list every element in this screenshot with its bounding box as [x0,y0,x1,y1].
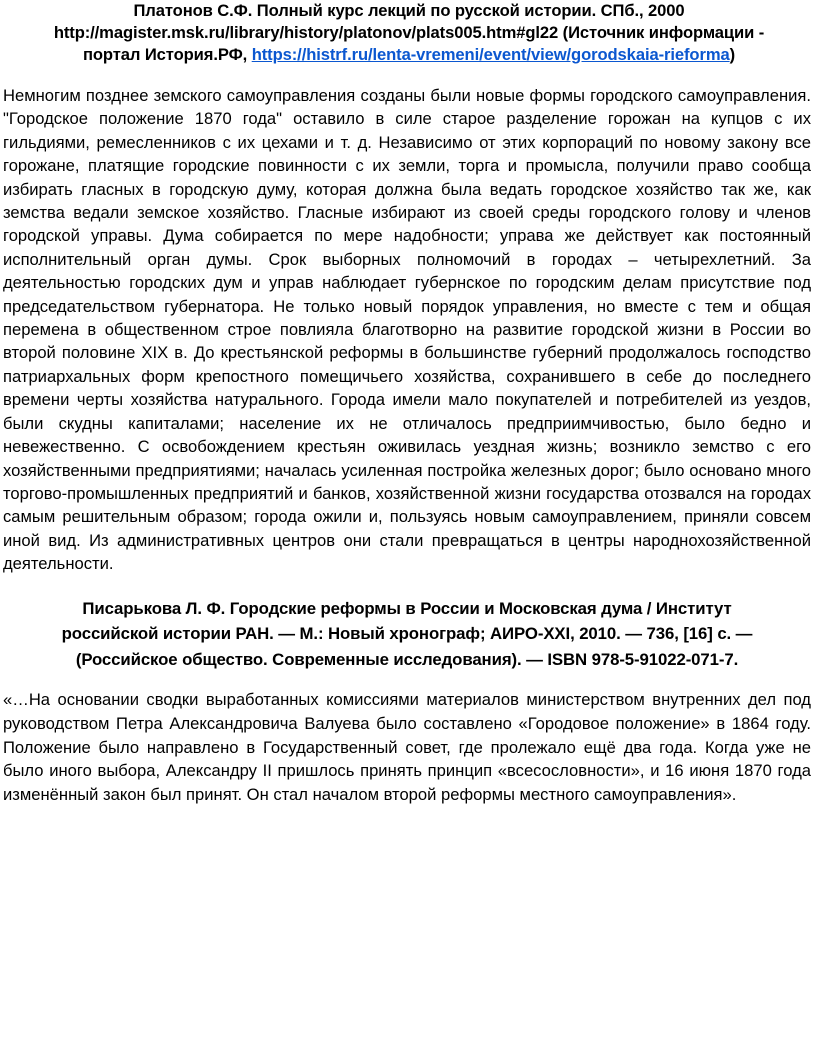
source-citation-portal-label: портал История.РФ, [82,45,252,64]
source-citation-line-3 [8,44,810,66]
source-citation-line-2: http://magister.msk.ru/library/history/platonov/plats005.htm#gl22 (Источник информации - [53,23,765,42]
pisarkova-citation-line-3: (Российское общество. Современные исследования). — ISBN 978-5-91022-071-7. [75,649,739,669]
source-citation-platonov [0,0,814,66]
platonov-paragraph: Немногим позднее земского самоуправления созданы были новые формы городского самоуправления. "Городское положение 1870 года" оставило в силе старое разделение горожан на купцов с их гильдиями, ремесленников с их цехами и т. д. Независимо от этих корпораций по новому закону все горожане, платящие городские повинности с их земли, торга и промысла, получили право сообща избирать гласных в городскую думу, которая должна была ведать городское хозяйство так же, как земства ведали земское хозяйство. Гласные избирают из своей среды городского голову и членов городской управы. Дума собирается по мере надобности; управа же действует как постоянный исполнительный орган думы. Срок выборных полномочий в городах – четырехлетний. За деятельностью городских дум и управ наблюдает губернское по городским делам присутствие под председательством губернатора. Не только новый порядок управления, но вместе с тем и общая перемена в общественном строе повлияла благотворно на развитие городской жизни в России во второй половине XIX в. До крестьянской реформы в большинстве губерний продолжалось господство патриархальных форм крепостного помещичьего хозяйства, сохранившего в себе до последнего времени черты хозяйства натурального. Города имели мало покупателей и потребителей из уездов, были скудны капиталами; население их не отличалось предприимчивостью, было бедно и невежественно. С освобождением крестьян оживилась уездная жизнь; возникло земство с его хозяйственными предприятиями; началась усиленная постройка железных дорог; было основано много торгово-промышленных предприятий и банков, хозяйственной жизни государства отозвался на городах самым решительным образом; города ожили и, пользуясь новым самоуправлением, приняли совсем иной вид. Из административных центров они стали превращаться в центры народнохозяйственной деятельности. [3,86,811,574]
pisarkova-citation-line-2: российской истории РАН. — М.: Новый хронограф; АИРО-XXI, 2010. — 736, [16] с. — [61,624,753,644]
histrf-link[interactable]: https://histrf.ru/lenta-vremeni/event/view/gorodskaia-rieforma [251,45,730,64]
pisarkova-citation-line-1: Писарькова Л. Ф. Городские реформы в России и Московская дума / Институт [82,598,732,618]
pisarkova-quote-paragraph: «…На основании сводки выработанных комиссиями материалов министерством внутренних дел под руководством Петра Александровича Валуева было составлено «Городовое положение» в 1864 году. Положение было направлено в Государственный совет, где пролежало ещё два года. Когда уже не было иного выбора, Александру II пришлось принять принцип «всесословности», и 16 июня 1870 года изменённый закон был принят. Он стал началом второй реформы местного самоуправления». [3,690,811,805]
source-citation-line-1: Платонов С.Ф. Полный курс лекций по русской истории. СПб., 2000 [133,1,685,20]
source-citation-closing-paren: ) [729,45,736,64]
source-citation-pisarkova [0,596,814,673]
